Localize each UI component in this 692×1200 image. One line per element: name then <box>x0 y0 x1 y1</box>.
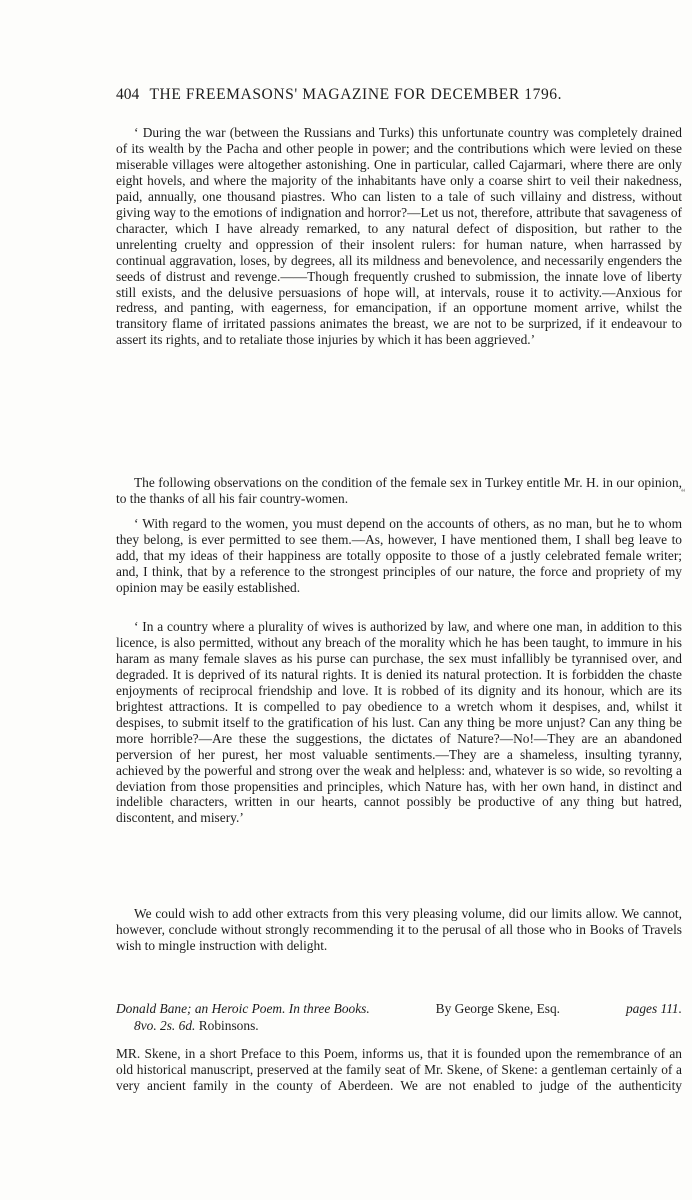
quote-paragraph-2 <box>116 516 682 596</box>
paragraph-text: ‘ During the war (between the Russians and Turks) this unfortunate country was completely drained of its wealth by the Pacha and other people in power; and the contributions which were levied on these miserable villages were altogether astonishing. One in particular, called Cajarmari, where there are only eight hovels, and where the majority of the inhabitants have only a coarse shirt to veil their nakedness, paid, annually, one thousand piastres. Who can listen to a tale of such villainy and distress, without giving way to the emotions of indignation and horror?—Let us not, therefore, attribute that savageness of character, which I have already remarked, to any natural defect of disposition, but rather to the unrelenting cruelty and oppression of their insolent rulers: for human nature, when harrassed by continual aggravation, loses, by degrees, all its mildness and benevolence, and necessarily engenders the seeds of distrust and revenge.——Though frequently crushed to submission, the innate love of liberty still exists, and the delusive persuasions of hope will, at intervals, rouse it to activity.—Anxious for redress, and panting, with eagerness, for emancipation, if an opportune moment arrive, whilst the transitory flame of irritated passions animates the breast, we are not to be surprized, if it endeavour to assert its rights, and to retaliate those injuries by which it has been aggrieved.’ <box>116 125 682 348</box>
review-pages: pages 111. <box>625 1001 682 1016</box>
page-number: 404 <box>116 86 140 103</box>
paragraph-text: We could wish to add other extracts from this very pleasing volume, did our limits allow. We cannot, however, conclude without strongly recommending it to the perusal of all those who in Books of Travels wish to mingle instruction with delight. <box>116 906 682 953</box>
review-heading <box>116 1000 682 1034</box>
review-format: 8vo. 2s. 6d. <box>134 1018 196 1033</box>
paragraph-text: ‘ In a country where a plurality of wives is authorized by law, and where one man, in addition to this licence, is also permitted, without any breach of the morality which he has been taught, to immure in his haram as many female slaves as his purse can purchase, the sex must infallibly be tyrannised over, and degraded. It is deprived of its natural rights. It is denied its natural protection. It is forbidden the chaste enjoyments of reciprocal friendship and love. It is robbed of its dignity and its honour, which are its brightest attractions. It is compelled to pay obedience to a wretch whom it despises, and, whilst it despises, to submit itself to the gratification of his lust. Can any thing be more unjust? Can any thing be more horrible?—Are these the suggestions, the dictates of Nature?—No!—They are an abandoned perversion of her purest, her most valuable sentiments.—They are a shameless, insulting tyranny, achieved by the powerful and strong over the weak and helpless: and, whatever is so wide, so revolting a deviation from those propensities and principles, which Nature has, with her own hand, in distinct and indelible characters, written in our hearts, cannot possibly be productive of any thing but hatred, discontent, and misery.’ <box>116 619 682 826</box>
magazine-title: THE FREEMASONS' MAGAZINE FOR DECEMBER 1796. <box>149 86 563 103</box>
paragraph-text: MR. Skene, in a short Preface to this Poem, informs us, that it is founded upon the remembrance of an old historical manuscript, preserved at the family seat of Mr. Skene, of Skene: a gentleman certainly of a very ancient family in the county of Aberdeen. We are not enabled to judge of the authenticity <box>116 1046 682 1093</box>
quote-paragraph-3 <box>116 619 682 826</box>
paragraph-text: ‘ With regard to the women, you must depend on the accounts of others, as no man, but he to whom they belong, is ever permitted to see them.—As, however, I have mentioned them, I shall beg leave to add, that my ideas of their happiness are totally opposite to those of a justly celebrated female writer; and, I think, that by a reference to the strongest principles of our nature, the force and propriety of my opinion may be easily established. <box>116 516 682 595</box>
review-publisher: Robinsons. <box>198 1018 259 1033</box>
quote-paragraph-1 <box>116 125 682 348</box>
review-paragraph <box>116 1046 682 1094</box>
closing-paragraph <box>116 906 682 954</box>
running-header <box>116 86 682 104</box>
review-title: Donald Bane; an Heroic Poem. In three Books. <box>116 1001 370 1016</box>
paragraph-text: The following observations on the condition of the female sex in Turkey entitle Mr. H. in our opinion, to the thanks of all his fair country-women. <box>116 475 682 506</box>
review-author: By George Skene, Esq. <box>435 1001 561 1016</box>
commentary-paragraph <box>116 475 682 507</box>
margin-mark: “ <box>681 488 686 499</box>
